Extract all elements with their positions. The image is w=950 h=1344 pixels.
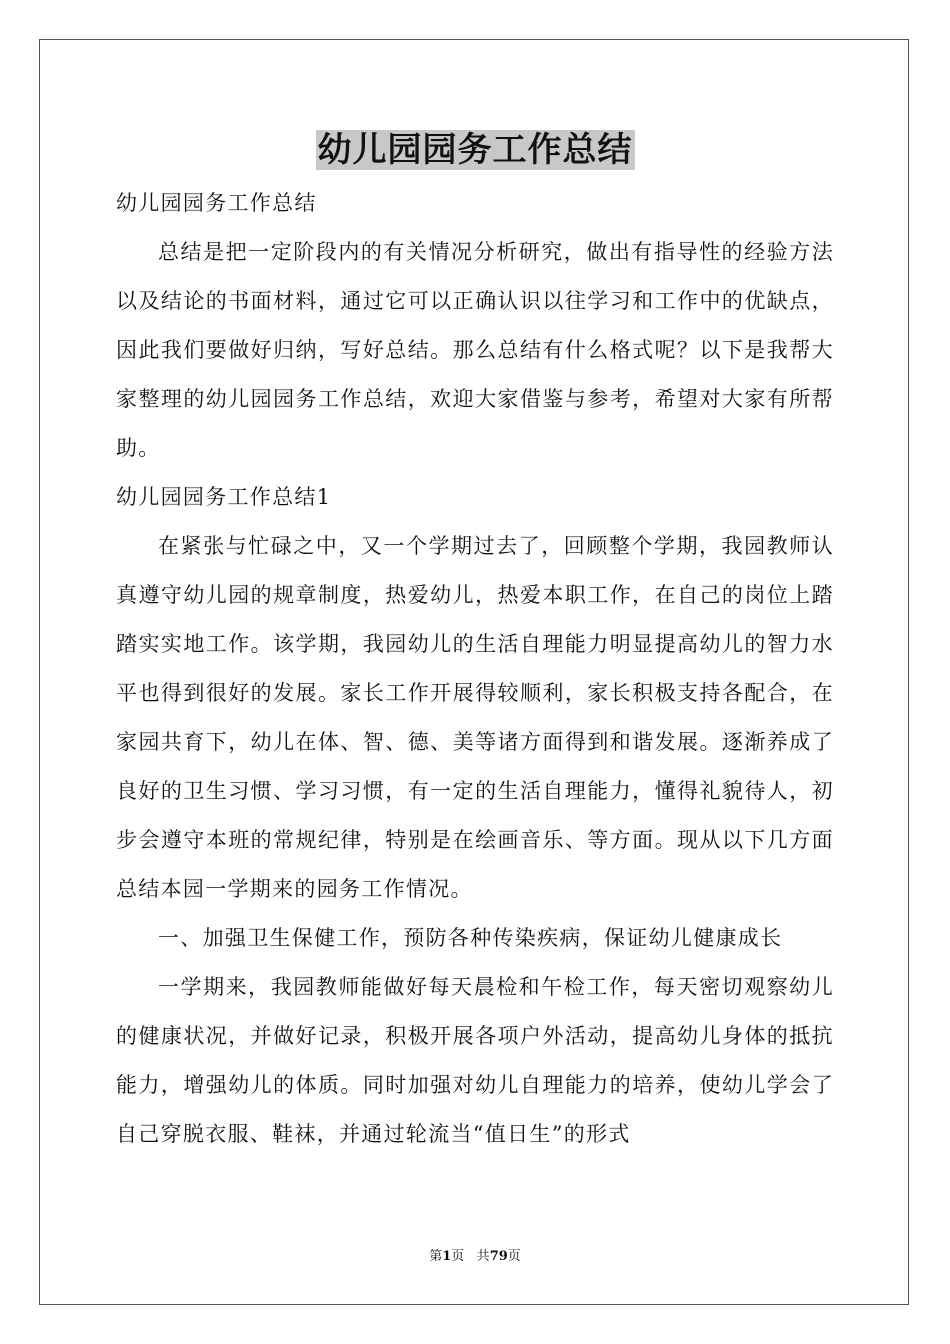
paragraph-subheading: 一、加强卫生保健工作，预防各种传染疾病，保证幼儿健康成长 (158, 926, 783, 950)
footer-page-number: 1 (442, 1249, 452, 1264)
paragraph-body: 在紧张与忙碌之中，又一个学期过去了，回顾整个学期，我园教师认真遵守幼儿园的规章制度，热爱幼儿，热爱本职工作，在自己的岗位上踏踏实实地工作。该学期，我园幼儿的生活自理能力明显提高幼儿的智力水平也得到很好的发展。家长工作开展得较顺利，家长积极支持各配合，在家园共育下，幼儿在体、智、德、美等诸方面得到和谐发展。逐渐养成了良好的卫生习惯、学习习惯，有一定的生活自理能力，懂得礼貌待人，初步会遵守本班的常规纪律，特别是在绘画音乐、等方面。现从以下几方面总结本园一学期来的园务工作情况。 (116, 534, 834, 901)
paragraph-subtitle: 幼儿园园务工作总结 (116, 191, 317, 215)
footer-total-suffix: 页 (507, 1249, 521, 1264)
paragraph-body: 一学期来，我园教师能做好每天晨检和午检工作，每天密切观察幼儿的健康状况，并做好记录，积极开展各项户外活动，提高幼儿身体的抵抗能力，增强幼儿的体质。同时加强对幼儿自理能力的培养，使幼儿学会了自己穿脱衣服、鞋袜，并通过轮流当“值日生”的形式 (116, 975, 834, 1146)
document-body (116, 179, 834, 1159)
footer-page-prefix: 第 (429, 1249, 443, 1264)
footer-page-suffix: 页 (451, 1249, 465, 1264)
paragraph-section-heading: 幼儿园园务工作总结1 (116, 485, 332, 509)
footer-total-prefix: 共 (476, 1249, 490, 1264)
footer-total-pages: 79 (489, 1249, 508, 1264)
page-footer (0, 1248, 950, 1266)
document-title (0, 126, 950, 174)
document-title-text: 幼儿园园务工作总结 (317, 130, 633, 170)
paragraph-intro: 总结是把一定阶段内的有关情况分析研究，做出有指导性的经验方法以及结论的书面材料，通过它可以正确认识以往学习和工作中的优缺点，因此我们要做好归纳，写好总结。那么总结有什么格式呢？以下是我帮大家整理的幼儿园园务工作总结，欢迎大家借鉴与参考，希望对大家有所帮助。 (116, 240, 834, 460)
